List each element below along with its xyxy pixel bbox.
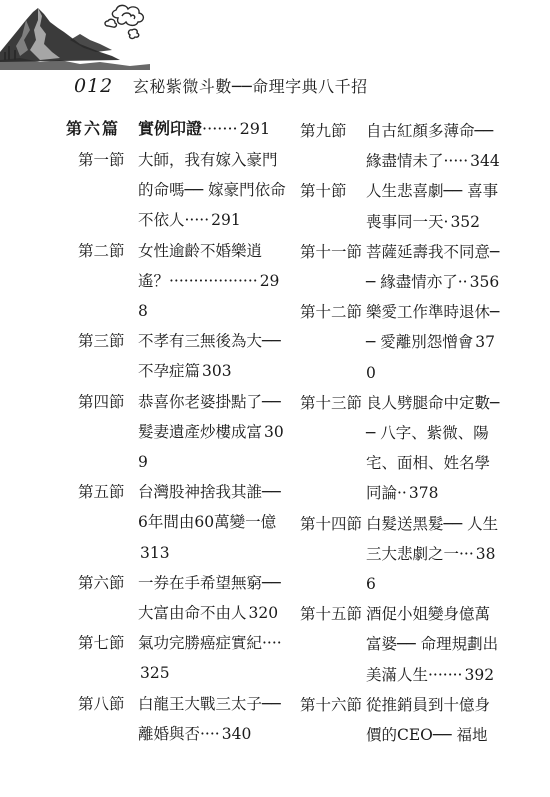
chapter-label: 第八節 xyxy=(78,694,125,713)
toc-entry xyxy=(300,509,500,600)
toc-entry xyxy=(300,599,500,690)
chapter-label: 第十一節 xyxy=(300,242,363,261)
chapter-title-block xyxy=(138,145,286,236)
chapter-page: 325 xyxy=(140,664,170,683)
chapter-page: 309 xyxy=(138,422,284,472)
chapter-page: 303 xyxy=(202,362,232,381)
chapter-title-block xyxy=(366,599,500,690)
page-number: 012 xyxy=(74,75,114,97)
toc-entry xyxy=(300,176,500,236)
mountain-cloud-illustration xyxy=(0,0,160,75)
toc-entry xyxy=(66,145,286,236)
chapter-title: 酒促小姐變身億萬富婆── 命理規劃出美滿人生······· xyxy=(366,605,499,684)
chapter-label: 第九節 xyxy=(300,122,347,140)
toc-entry xyxy=(300,297,500,388)
section-leader: ······· xyxy=(202,119,238,138)
chapter-title: 台灣股神捨我其誰── 6年間由60萬變一億 xyxy=(138,483,281,532)
toc-entry xyxy=(66,236,286,327)
chapter-page: 320 xyxy=(248,604,279,623)
chapter-label: 第五節 xyxy=(78,483,125,502)
chapter-page: 378 xyxy=(408,484,439,503)
chapter-page: 386 xyxy=(366,544,496,594)
chapter-title: 良人劈腿命中定數── 八字、紫微、陽宅、面相、姓名學同論·· xyxy=(366,393,500,503)
chapter-title: 一券在手希望無窮── 大富由命不由人 xyxy=(138,573,281,623)
chapter-title-block xyxy=(366,690,500,750)
chapter-title-block xyxy=(138,236,286,327)
toc-entry xyxy=(66,689,286,749)
section-page: 291 xyxy=(239,119,271,138)
chapter-title-block xyxy=(138,689,286,749)
chapter-title: 大師，我有嫁入豪門的命嗎── 嫁豪門依命不依人····· xyxy=(138,151,286,230)
chapter-page: 291 xyxy=(211,211,241,230)
chapter-page: 392 xyxy=(464,665,495,684)
chapter-page: 352 xyxy=(450,212,481,231)
chapter-label: 第二節 xyxy=(78,241,125,260)
chapter-title: 人生悲喜劇── 喜事喪事同一天· xyxy=(366,182,499,231)
toc-left-column xyxy=(66,116,286,749)
chapter-title-block xyxy=(138,326,286,386)
chapter-title: 自古紅顏多薄命── 緣盡情未了····· xyxy=(366,122,494,171)
chapter-title: 白龍王大戰三太子── 離婚與否···· xyxy=(138,694,281,743)
chapter-title-block xyxy=(366,509,500,600)
chapter-page: 356 xyxy=(469,273,500,292)
toc-right-list xyxy=(300,116,500,750)
chapter-title: 氣功完勝癌症實紀···· xyxy=(138,634,282,653)
chapter-title: 恭喜你老婆掛點了── 髮妻遺產炒樓成富 xyxy=(138,392,281,441)
chapter-title: 菩薩延壽我不同意── 緣盡情亦了·· xyxy=(366,242,500,292)
chapter-title-block xyxy=(138,387,286,478)
chapter-title: 不孝有三無後為大── 不孕症篇 xyxy=(138,332,281,381)
section-heading xyxy=(66,116,286,139)
chapter-label: 第四節 xyxy=(78,392,125,411)
toc-entry xyxy=(66,628,286,688)
chapter-title-block xyxy=(366,176,500,236)
chapter-title-block xyxy=(366,116,500,176)
chapter-label: 第七節 xyxy=(78,634,125,653)
chapter-page: 313 xyxy=(140,543,170,562)
chapter-title-block xyxy=(138,628,286,688)
chapter-title: 從推銷員到十億身價的CEO── 福地 xyxy=(366,695,491,745)
chapter-title: 樂愛工作準時退休── 愛離別怨憎會 xyxy=(366,303,500,352)
chapter-page: 298 xyxy=(138,271,280,321)
chapter-label: 第十二節 xyxy=(300,303,363,322)
book-title: 玄秘紫微斗數──命理字典八千招 xyxy=(132,77,368,96)
toc-entry xyxy=(300,690,500,750)
chapter-title-block xyxy=(138,568,286,628)
toc-entry xyxy=(66,477,286,568)
chapter-label: 第六節 xyxy=(78,573,125,592)
toc-entry xyxy=(66,387,286,478)
chapter-title: 女性逾齡不婚樂逍遙？·················· xyxy=(138,241,263,290)
chapter-page: 340 xyxy=(221,724,252,743)
chapter-title-block xyxy=(366,297,500,388)
chapter-label: 第三節 xyxy=(78,332,125,351)
chapter-title: 白髮送黑髮── 人生三大悲劇之一··· xyxy=(366,514,499,563)
chapter-label: 第十四節 xyxy=(300,514,363,533)
toc-entry xyxy=(300,116,500,176)
toc-right-column xyxy=(300,116,500,750)
chapter-title-block xyxy=(138,477,286,568)
toc-entry xyxy=(300,388,500,509)
chapter-label: 第十五節 xyxy=(300,605,363,624)
chapter-label: 第十六節 xyxy=(300,695,363,714)
chapter-title-block xyxy=(366,237,500,297)
chapter-label: 第十節 xyxy=(300,182,347,201)
chapter-label: 第十三節 xyxy=(300,393,363,412)
chapter-title-block xyxy=(366,388,500,509)
toc-entry xyxy=(300,237,500,297)
chapter-page: 370 xyxy=(366,333,495,382)
toc-entry xyxy=(66,326,286,386)
chapter-label: 第一節 xyxy=(78,151,125,169)
section-title: 實例印證 xyxy=(138,119,203,138)
toc-left-list xyxy=(66,145,286,749)
chapter-page: 344 xyxy=(470,152,500,171)
toc-entry xyxy=(66,568,286,628)
section-label: 第六篇 xyxy=(66,119,121,138)
running-header xyxy=(74,74,368,97)
